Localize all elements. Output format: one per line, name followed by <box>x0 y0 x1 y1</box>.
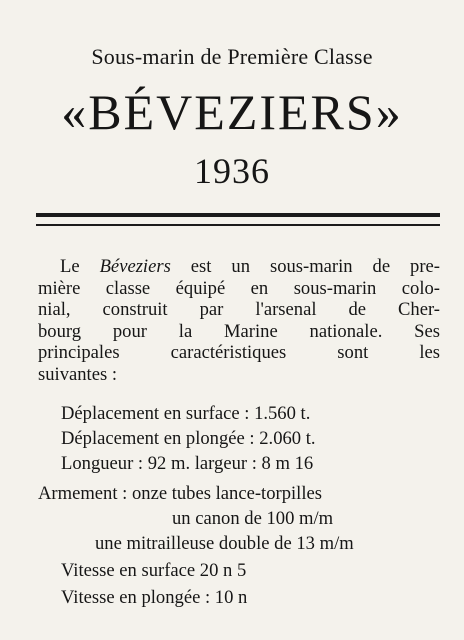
paragraph-line <box>38 321 440 343</box>
paragraph-line <box>38 256 440 278</box>
paragraph-line <box>38 299 440 321</box>
paragraph-line <box>38 364 440 386</box>
paragraph-text: est un sous-marin de pre- <box>170 256 440 277</box>
spec-line: Vitesse en plongée : 10 n <box>61 587 248 608</box>
spec-line: Armement : onze tubes lance-torpilles <box>38 483 322 504</box>
ship-name: Béveziers <box>99 256 171 277</box>
paragraph-text: Le <box>60 256 100 277</box>
spec-line: une mitrailleuse double de 13 m/m <box>95 533 354 554</box>
intro-paragraph <box>38 256 440 385</box>
document-title: «BÉVEZIERS» <box>61 84 403 140</box>
divider-thin <box>36 224 440 226</box>
spec-line: un canon de 100 m/m <box>172 508 334 529</box>
body-text <box>38 256 440 385</box>
paragraph-text: suivantes : <box>38 363 118 385</box>
spec-line: Vitesse en surface 20 n 5 <box>61 560 247 581</box>
spec-line: Déplacement en plongée : 2.060 t. <box>61 428 316 449</box>
spec-line: Déplacement en surface : 1.560 t. <box>61 403 311 424</box>
paragraph-line <box>38 342 440 364</box>
paragraph-text: principales caractéristiques sont les <box>38 342 440 363</box>
paragraph-text: mière classe équipé en sous-marin colo- <box>38 277 440 299</box>
paragraph-text: bourg pour la Marine nationale. Ses <box>38 320 440 342</box>
spec-line: Longueur : 92 m. largeur : 8 m 16 <box>61 453 314 474</box>
document-year: 1936 <box>194 151 270 191</box>
paragraph-line <box>38 278 440 300</box>
paragraph-text: nial, construit par l'arsenal de Cher- <box>38 299 440 320</box>
document-subtitle: Sous-marin de Première Classe <box>91 44 373 69</box>
divider-thick <box>36 213 440 217</box>
